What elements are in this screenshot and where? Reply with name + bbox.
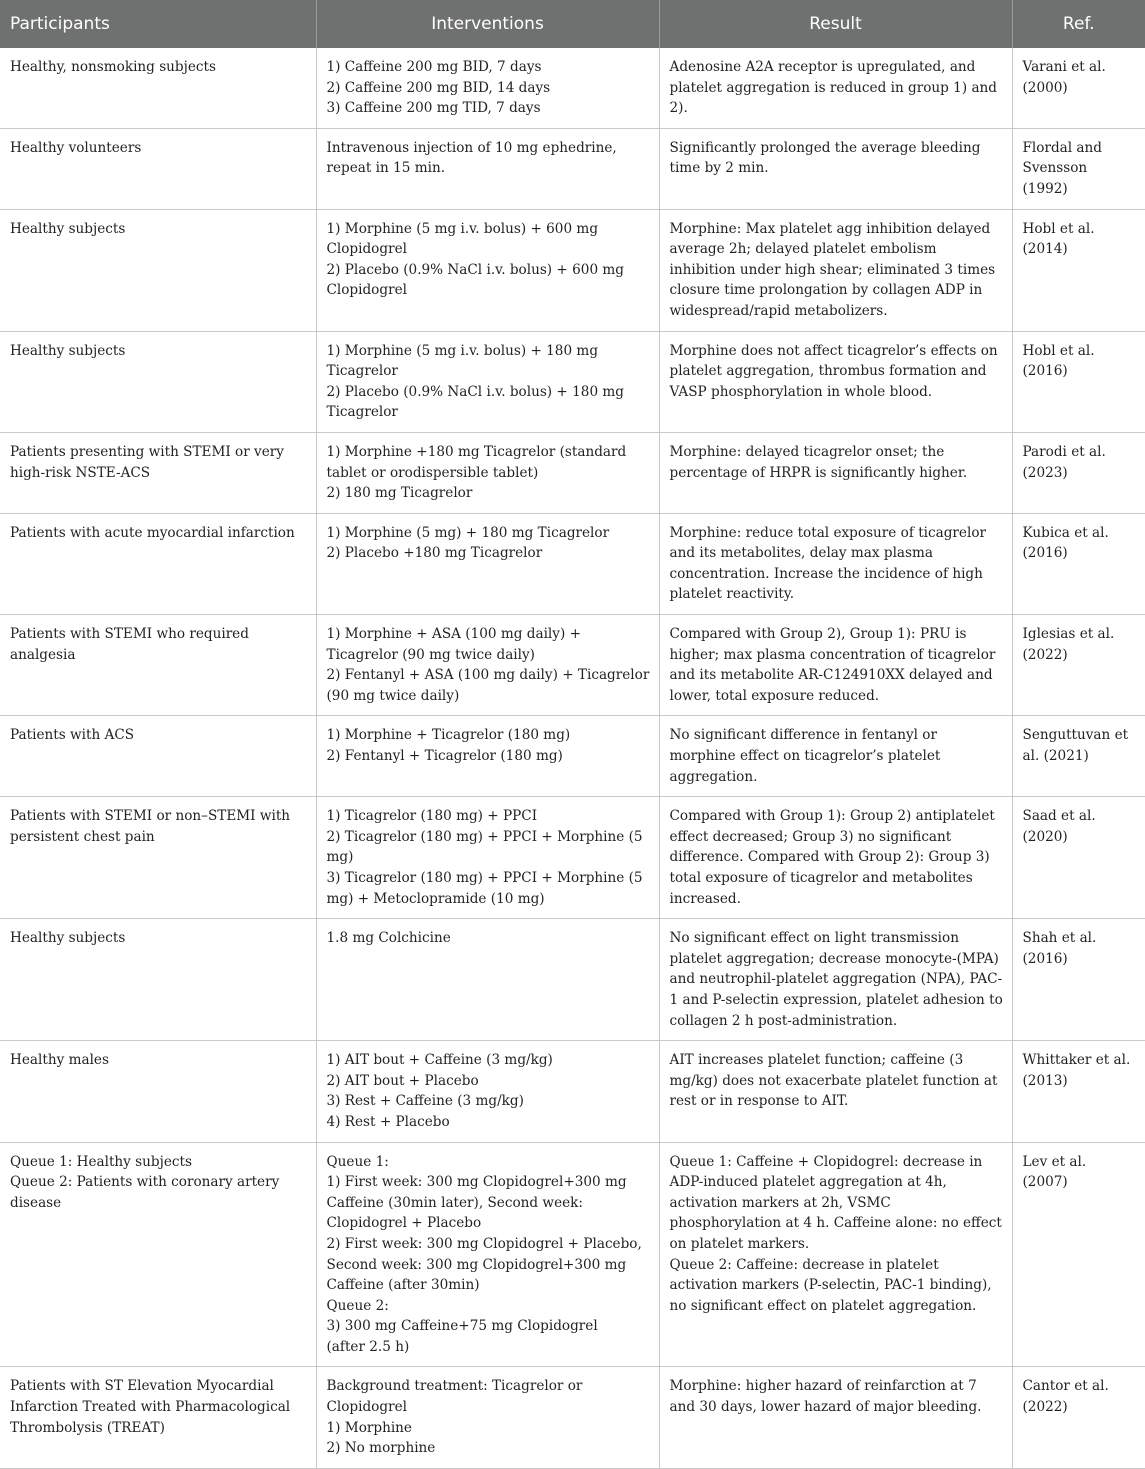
cell-participants [0, 1142, 316, 1367]
cell-result-line: Queue 2: Caffeine: decrease in platelet activation markers (P-selectin, PAC-1 binding), no significant effect on platelet aggregation. [669, 1256, 992, 1314]
cell-interventions-line: 3) Rest + Caffeine (3 mg/kg) [326, 1093, 524, 1110]
cell-interventions-line: 1) Morphine (5 mg) + 180 mg Ticagrelor [326, 524, 610, 541]
cell-ref: Hobl et al. (2014) [1012, 209, 1145, 331]
cell-participants-line: Patients with ACS [10, 727, 135, 744]
cell-interventions-line: 1) First week: 300 mg Clopidogrel+300 mg Caffeine (30min later), Second week: Clopidogrel + Placebo [326, 1174, 627, 1232]
cell-interventions-line: 2) No morphine [326, 1440, 436, 1457]
cell-result [659, 797, 1012, 919]
header-ref: Ref. [1012, 0, 1145, 48]
cell-ref: Cantor et al. (2022) [1012, 1367, 1145, 1468]
cell-result-line: Morphine: Max platelet agg inhibition delayed average 2h; delayed platelet embolism inhibition under high shear; eliminated 3 times closure time prolongation by collagen ADP in widespread/rapid metabolizers. [669, 220, 996, 319]
cell-interventions-line: 1) AIT bout + Caffeine (3 mg/kg) [326, 1052, 553, 1069]
cell-ref: Iglesias et al. (2022) [1012, 615, 1145, 716]
cell-interventions [316, 615, 659, 716]
cell-result [659, 128, 1012, 209]
cell-interventions [316, 1142, 659, 1367]
cell-participants-line: Healthy subjects [10, 220, 126, 237]
cell-interventions-line: 2) Ticagrelor (180 mg) + PPCI + Morphine (5 mg) [326, 828, 643, 866]
cell-result-line: Compared with Group 2), Group 1): PRU is higher; max plasma concentration of ticagrelor and its metabolite AR-C124910XX delayed and lower, total exposure reduced. [669, 626, 996, 704]
cell-result-line: Morphine: reduce total exposure of ticagrelor and its metabolites, delay max plasma concentration. Increase the incidence of high platelet reactivity. [669, 524, 986, 603]
cell-ref: Hobl et al. (2016) [1012, 331, 1145, 432]
cell-result-line: No significant effect on light transmission platelet aggregation; decrease monocyte-(MPA) and neutrophil-platelet aggregation (NPA), PAC-1 and P-selectin expression, platelet adhesion to collagen 2 h post-administration. [669, 930, 1003, 1029]
table-row [0, 615, 1145, 716]
cell-participants-line: Healthy, nonsmoking subjects [10, 59, 216, 75]
table-row [0, 128, 1145, 209]
table-row [0, 331, 1145, 432]
cell-interventions [316, 209, 659, 331]
cell-interventions-line: 1) Morphine +180 mg Ticagrelor (standard tablet or orodispersible tablet) [326, 443, 627, 481]
cell-interventions [316, 1041, 659, 1142]
cell-interventions-line: 2) Fentanyl + Ticagrelor (180 mg) [326, 748, 563, 765]
cell-participants-line: Patients with acute myocardial infarction [10, 524, 295, 541]
cell-interventions-line: 1) Caffeine 200 mg BID, 7 days [326, 59, 542, 75]
cell-interventions-line: 3) 300 mg Caffeine+75 mg Clopidogrel [326, 1318, 598, 1335]
cell-result-line: Queue 1: Caffeine + Clopidogrel: decrease in ADP-induced platelet aggregation at 4h, activation markers at 2h, VSMC phosphorylation at 4 h. Caffeine alone: no effect on platelet markers. [669, 1153, 1002, 1252]
cell-participants [0, 48, 316, 128]
table-row [0, 513, 1145, 614]
cell-participants [0, 615, 316, 716]
cell-participants [0, 797, 316, 919]
cell-result [659, 48, 1012, 128]
cell-result [659, 716, 1012, 797]
cell-interventions-line: Queue 2: [326, 1297, 389, 1314]
table-row [0, 1142, 1145, 1367]
cell-participants-line: Patients with ST Elevation Myocardial Infarction Treated with Pharmacological Thrombolysis (TREAT) [10, 1378, 291, 1436]
cell-participants [0, 919, 316, 1041]
cell-result [659, 209, 1012, 331]
cell-ref: Kubica et al. (2016) [1012, 513, 1145, 614]
cell-participants-line: Queue 1: Healthy subjects [10, 1153, 192, 1170]
table-row [0, 797, 1145, 919]
cell-interventions-line: 1) Morphine + ASA (100 mg daily) + Ticagrelor (90 mg twice daily) [326, 626, 581, 663]
cell-participants-line: Healthy males [10, 1052, 109, 1069]
cell-interventions-line: 2) AIT bout + Placebo [326, 1072, 479, 1089]
cell-interventions-line: 2) Placebo (0.9% NaCl i.v. bolus) + 600 mg Clopidogrel [326, 261, 625, 299]
cell-interventions [316, 128, 659, 209]
cell-result-line: Morphine: higher hazard of reinfarction at 7 and 30 days, lower hazard of major bleeding. [669, 1378, 982, 1416]
cell-result-line: Morphine: delayed ticagrelor onset; the percentage of HRPR is significantly higher. [669, 443, 968, 481]
cell-ref: Flordal and Svensson (1992) [1012, 128, 1145, 209]
header-participants: Participants [0, 0, 316, 48]
cell-result-line: No significant difference in fentanyl or morphine effect on ticagrelor’s platelet aggregation. [669, 727, 941, 785]
cell-interventions [316, 1367, 659, 1468]
cell-result [659, 331, 1012, 432]
cell-result-line: Significantly prolonged the average bleeding time by 2 min. [669, 139, 981, 177]
cell-interventions-line: Intravenous injection of 10 mg ephedrine, repeat in 15 min. [326, 139, 617, 177]
table-row [0, 209, 1145, 331]
cell-ref: Senguttuvan et al. (2021) [1012, 716, 1145, 797]
cell-participants [0, 432, 316, 513]
cell-participants [0, 128, 316, 209]
table-row [0, 716, 1145, 797]
cell-interventions-line: Background treatment: Ticagrelor or Clopidogrel [326, 1378, 583, 1416]
cell-interventions-line: 2) Fentanyl + ASA (100 mg daily) + Ticagrelor (90 mg twice daily) [326, 667, 650, 704]
cell-result [659, 1142, 1012, 1367]
cell-ref: Whittaker et al. (2013) [1012, 1041, 1145, 1142]
cell-result-line: Compared with Group 1): Group 2) antiplatelet effect decreased; Group 3) no significant difference. Compared with Group 2): Group 3) total exposure of ticagrelor and metabolites increased. [669, 808, 995, 907]
cell-interventions [316, 716, 659, 797]
table-row [0, 1041, 1145, 1142]
cell-interventions-line: Queue 1: [326, 1153, 389, 1170]
cell-interventions-line: 1) Morphine (5 mg i.v. bolus) + 600 mg Clopidogrel [326, 220, 599, 258]
table-body [0, 48, 1145, 1468]
cell-participants [0, 331, 316, 432]
cell-interventions-line: (after 2.5 h) [326, 1338, 410, 1355]
table-header-row [0, 0, 1145, 48]
cell-interventions-line: 1) Morphine [326, 1419, 412, 1436]
cell-interventions-line: 2) Placebo +180 mg Ticagrelor [326, 545, 543, 562]
cell-participants [0, 1367, 316, 1468]
table-row [0, 1367, 1145, 1468]
cell-interventions [316, 432, 659, 513]
cell-participants [0, 1041, 316, 1142]
cell-participants-line: Healthy subjects [10, 342, 126, 359]
cell-interventions [316, 797, 659, 919]
cell-interventions [316, 48, 659, 128]
cell-result [659, 432, 1012, 513]
cell-interventions-line: 4) Rest + Placebo [326, 1113, 450, 1130]
cell-result [659, 513, 1012, 614]
cell-interventions-line: 1) Ticagrelor (180 mg) + PPCI [326, 808, 538, 825]
cell-interventions-line: 2) Caffeine 200 mg BID, 14 days [326, 79, 551, 96]
cell-participants [0, 716, 316, 797]
cell-participants-line: Patients with STEMI who required analgesia [10, 626, 249, 663]
cell-result-line: Morphine does not affect ticagrelor’s effects on platelet aggregation, thrombus formation and VASP phosphorylation in whole blood. [669, 342, 998, 400]
cell-result-line: AIT increases platelet function; caffeine (3 mg/kg) does not exacerbate platelet function at rest or in response to AIT. [669, 1052, 998, 1110]
cell-interventions-line: 2) First week: 300 mg Clopidogrel + Placebo, Second week: 300 mg Clopidogrel+300 mg Caffeine (after 30min) [326, 1235, 642, 1294]
cell-result-line: Adenosine A2A receptor is upregulated, and platelet aggregation is reduced in group 1) and 2). [669, 59, 998, 117]
cell-participants [0, 513, 316, 614]
cell-result [659, 919, 1012, 1041]
cell-interventions-line: 3) Ticagrelor (180 mg) + PPCI + Morphine (5 mg) + Metoclopramide (10 mg) [326, 870, 643, 907]
header-result: Result [659, 0, 1012, 48]
cell-participants-line: Patients presenting with STEMI or very high-risk NSTE-ACS [10, 443, 284, 481]
cell-participants [0, 209, 316, 331]
cell-interventions [316, 919, 659, 1041]
cell-result [659, 615, 1012, 716]
cell-participants-line: Queue 2: Patients with coronary artery disease [10, 1174, 280, 1211]
cell-interventions-line: 1.8 mg Colchicine [326, 930, 451, 947]
cell-ref: Shah et al. (2016) [1012, 919, 1145, 1041]
cell-ref: Saad et al. (2020) [1012, 797, 1145, 919]
cell-result [659, 1041, 1012, 1142]
header-interventions: Interventions [316, 0, 659, 48]
table-row [0, 919, 1145, 1041]
cell-interventions [316, 513, 659, 614]
cell-ref: Parodi et al. (2023) [1012, 432, 1145, 513]
cell-interventions-line: 3) Caffeine 200 mg TID, 7 days [326, 100, 541, 117]
cell-interventions-line: 2) Placebo (0.9% NaCl i.v. bolus) + 180 mg Ticagrelor [326, 383, 625, 421]
table-row [0, 48, 1145, 128]
cell-interventions [316, 331, 659, 432]
cell-participants-line: Patients with STEMI or non–STEMI with persistent chest pain [10, 808, 291, 845]
cell-interventions-line: 1) Morphine (5 mg i.v. bolus) + 180 mg Ticagrelor [326, 342, 599, 380]
table-row [0, 432, 1145, 513]
cell-participants-line: Healthy volunteers [10, 139, 142, 156]
cell-interventions-line: 1) Morphine + Ticagrelor (180 mg) [326, 727, 571, 744]
cell-ref: Lev et al. (2007) [1012, 1142, 1145, 1367]
cell-ref: Varani et al. (2000) [1012, 48, 1145, 128]
cell-participants-line: Healthy subjects [10, 930, 126, 947]
cell-interventions-line: 2) 180 mg Ticagrelor [326, 485, 473, 502]
cell-result [659, 1367, 1012, 1468]
